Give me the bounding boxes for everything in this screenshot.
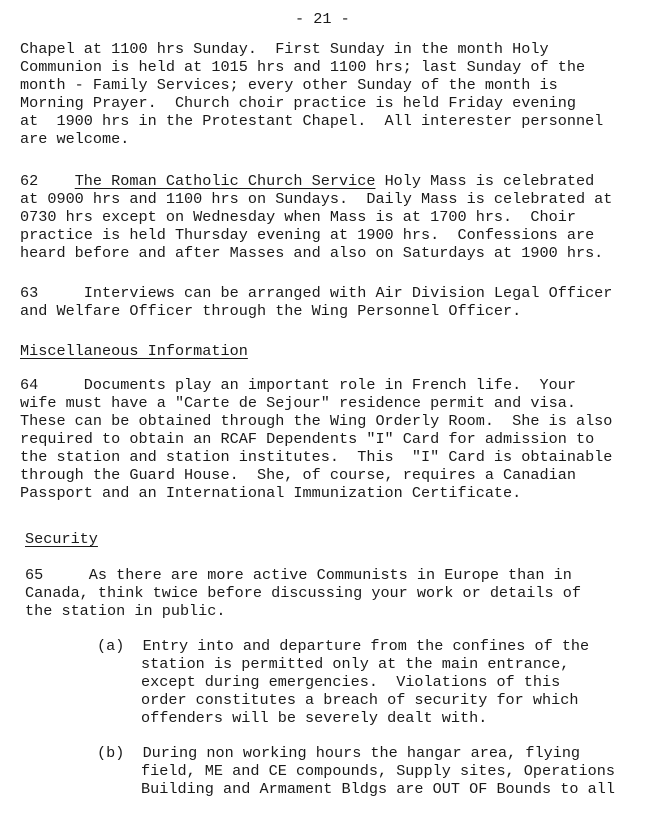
text-line: the station and station institutes. This "I" Card is obtainable bbox=[20, 448, 613, 466]
text-line: at 1900 hrs in the Protestant Chapel. All interester personnel bbox=[20, 112, 604, 130]
text-line: at 0900 hrs and 1100 hrs on Sundays. Daily Mass is celebrated at bbox=[20, 190, 613, 208]
text-line: 64 Documents play an important role in French life. Your bbox=[20, 376, 576, 394]
text-line: Communion is held at 1015 hrs and 1100 hrs; last Sunday of the bbox=[20, 58, 586, 76]
text-line bbox=[25, 530, 98, 548]
text-line: through the Guard House. She, of course, requires a Canadian bbox=[20, 466, 576, 484]
text-line: wife must have a "Carte de Sejour" residence permit and visa. bbox=[20, 394, 576, 412]
text-line: order constitutes a breach of security for which bbox=[141, 691, 579, 709]
text-line: 65 As there are more active Communists in Europe than in bbox=[25, 566, 572, 584]
underlined-heading: The Roman Catholic Church Service bbox=[74, 172, 376, 190]
text-line: These can be obtained through the Wing Orderly Room. She is also bbox=[20, 412, 613, 430]
text-line: 63 Interviews can be arranged with Air Division Legal Officer bbox=[20, 284, 613, 302]
underlined-heading: Miscellaneous Information bbox=[20, 342, 248, 360]
text-line: are welcome. bbox=[20, 130, 130, 148]
text-line: Building and Armament Bldgs are OUT OF Bounds to all bbox=[141, 780, 615, 798]
text-line: except during emergencies. Violations of this bbox=[141, 673, 561, 691]
text-line: (a) Entry into and departure from the confines of the bbox=[97, 637, 590, 655]
text-line: month - Family Services; every other Sunday of the month is bbox=[20, 76, 558, 94]
text-line: offenders will be severely dealt with. bbox=[141, 709, 488, 727]
text-line: Canada, think twice before discussing your work or details of bbox=[25, 584, 581, 602]
text-line: station is permitted only at the main entrance, bbox=[141, 655, 570, 673]
text-line: required to obtain an RCAF Dependents "I" Card for admission to bbox=[20, 430, 595, 448]
text-line: (b) During non working hours the hangar area, flying bbox=[97, 744, 581, 762]
text-line: heard before and after Masses and also on Saturdays at 1900 hrs. bbox=[20, 244, 604, 262]
text-line: practice is held Thursday evening at 1900 hrs. Confessions are bbox=[20, 226, 595, 244]
text-line: Passport and an International Immunization Certificate. bbox=[20, 484, 522, 502]
text-line bbox=[20, 172, 594, 190]
text-line: and Welfare Officer through the Wing Personnel Officer. bbox=[20, 302, 522, 320]
text-line: 0730 hrs except on Wednesday when Mass is at 1700 hrs. Choir bbox=[20, 208, 576, 226]
text-span: Holy Mass is celebrated bbox=[375, 172, 595, 190]
text-line: the station in public. bbox=[25, 602, 226, 620]
text-line bbox=[20, 342, 248, 360]
text-line: Chapel at 1100 hrs Sunday. First Sunday in the month Holy bbox=[20, 40, 549, 58]
text-line: field, ME and CE compounds, Supply sites, Operations bbox=[141, 762, 615, 780]
page-number: - 21 - bbox=[295, 10, 350, 28]
text-span: 62 bbox=[20, 172, 75, 190]
underlined-heading: Security bbox=[25, 530, 98, 548]
text-line: Morning Prayer. Church choir practice is held Friday evening bbox=[20, 94, 576, 112]
